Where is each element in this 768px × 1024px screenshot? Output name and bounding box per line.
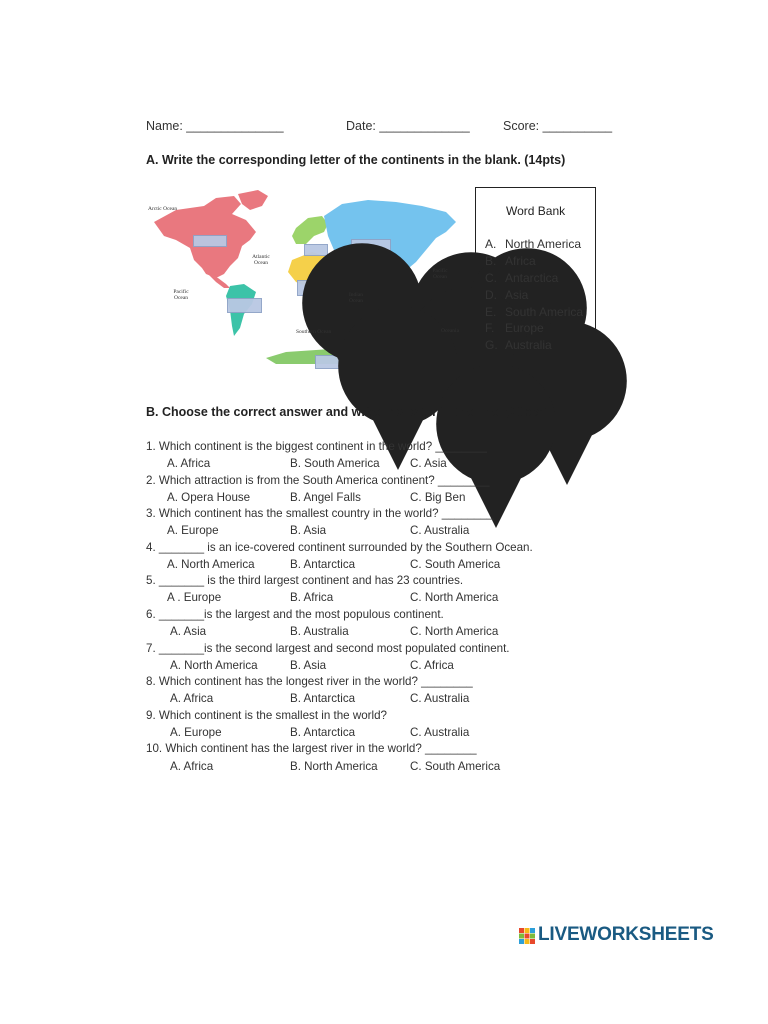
option-a[interactable]: A. Europe <box>170 726 222 739</box>
option-c[interactable]: C. North America <box>410 625 499 638</box>
word-bank-item: B. Africa <box>485 254 536 268</box>
pacific-ocean-right-label: Pacific Ocean <box>432 268 448 280</box>
option-c[interactable]: C. Africa <box>410 659 454 672</box>
option-a[interactable]: A. Europe <box>167 524 219 537</box>
option-c[interactable]: C. South America <box>410 760 501 773</box>
section-b-title: B. Choose the correct answer and write the letter in the line. (20pts) <box>146 405 547 419</box>
question-text: 10. Which continent has the largest river in the world? ________ <box>146 742 477 755</box>
option-b[interactable]: B. Antarctica <box>290 726 356 739</box>
arctic-ocean-label: Arctic Ocean <box>148 206 178 212</box>
option-c[interactable]: C. South America <box>410 558 501 571</box>
question-text: 4. _______ is an ice-covered continent surrounded by the Southern Ocean. <box>146 541 533 554</box>
option-a[interactable]: A. Africa <box>170 760 214 773</box>
question-text: 1. Which continent is the biggest continent in the world? ________ <box>146 440 487 453</box>
score-field-label: Score: __________ <box>503 119 613 133</box>
option-b[interactable]: B. North America <box>290 760 378 773</box>
pacific-ocean-left-label: Pacific Ocean <box>173 289 189 301</box>
question-text: 2. Which attraction is from the South America continent? ________ <box>146 474 490 487</box>
word-bank-item: D. Asia <box>485 288 529 302</box>
option-c[interactable]: C. Asia <box>410 457 447 470</box>
option-c[interactable]: C. Big Ben <box>410 491 466 504</box>
question-text: 6. _______is the largest and the most populous continent. <box>146 608 444 621</box>
option-c[interactable]: C. North America <box>410 591 499 604</box>
option-a[interactable]: A. Asia <box>170 625 207 638</box>
option-a[interactable]: A. North America <box>170 659 258 672</box>
word-bank-item: E. South America <box>485 305 584 319</box>
word-bank-item: F. Europe <box>485 321 544 335</box>
map-pin-icon <box>336 346 656 528</box>
indian-ocean-label: Indian Ocean <box>348 292 364 304</box>
section-a-title: A. Write the corresponding letter of the continents in the blank. (14pts) <box>146 153 566 167</box>
word-bank-item: C. Antarctica <box>485 271 559 285</box>
option-a[interactable]: A. Africa <box>170 692 214 705</box>
question-text: 7. _______is the second largest and second most populated continent. <box>146 642 510 655</box>
option-c[interactable]: C. Australia <box>410 524 470 537</box>
option-b[interactable]: B. Africa <box>290 591 334 604</box>
option-b[interactable]: B. Antarctica <box>290 558 356 571</box>
option-c[interactable]: C. Australia <box>410 726 470 739</box>
option-b[interactable]: B. Australia <box>290 625 349 638</box>
word-bank-title: Word Bank <box>506 204 566 218</box>
word-bank-item: G. Australia <box>485 338 552 352</box>
option-c[interactable]: C. Australia <box>410 692 470 705</box>
option-a[interactable]: A. Africa <box>167 457 211 470</box>
option-b[interactable]: B. South America <box>290 457 380 470</box>
question-text: 9. Which continent is the smallest in the world? <box>146 709 388 722</box>
question-text: 5. _______ is the third largest continent and has 23 countries. <box>146 574 464 587</box>
question-text: 8. Which continent has the longest river in the world? ________ <box>146 675 473 688</box>
option-b[interactable]: B. Asia <box>290 524 327 537</box>
option-a[interactable]: A. Opera House <box>167 491 251 504</box>
liveworksheets-logo-text: LIVEWORKSHEETS <box>538 924 714 945</box>
world-map <box>146 188 466 370</box>
word-bank <box>475 187 596 368</box>
option-b[interactable]: B. Asia <box>290 659 327 672</box>
southern-ocean-label: Southern Ocean <box>296 329 332 335</box>
atlantic-ocean-label: Atlantic Ocean <box>252 254 270 266</box>
oceania-label: Oceania <box>441 328 460 334</box>
option-b[interactable]: B. Angel Falls <box>290 491 361 504</box>
greenland-shape <box>238 190 268 210</box>
date-field-label: Date: _____________ <box>346 119 470 133</box>
liveworksheets-logo-icon <box>519 928 535 944</box>
option-a[interactable]: A . Europe <box>167 591 222 604</box>
option-b[interactable]: B. Antarctica <box>290 692 356 705</box>
option-a[interactable]: A. North America <box>167 558 255 571</box>
question-text: 3. Which continent has the smallest country in the world? ________ <box>146 507 494 520</box>
word-bank-item: A. North America <box>485 237 582 251</box>
name-field-label: Name: ______________ <box>146 119 284 133</box>
